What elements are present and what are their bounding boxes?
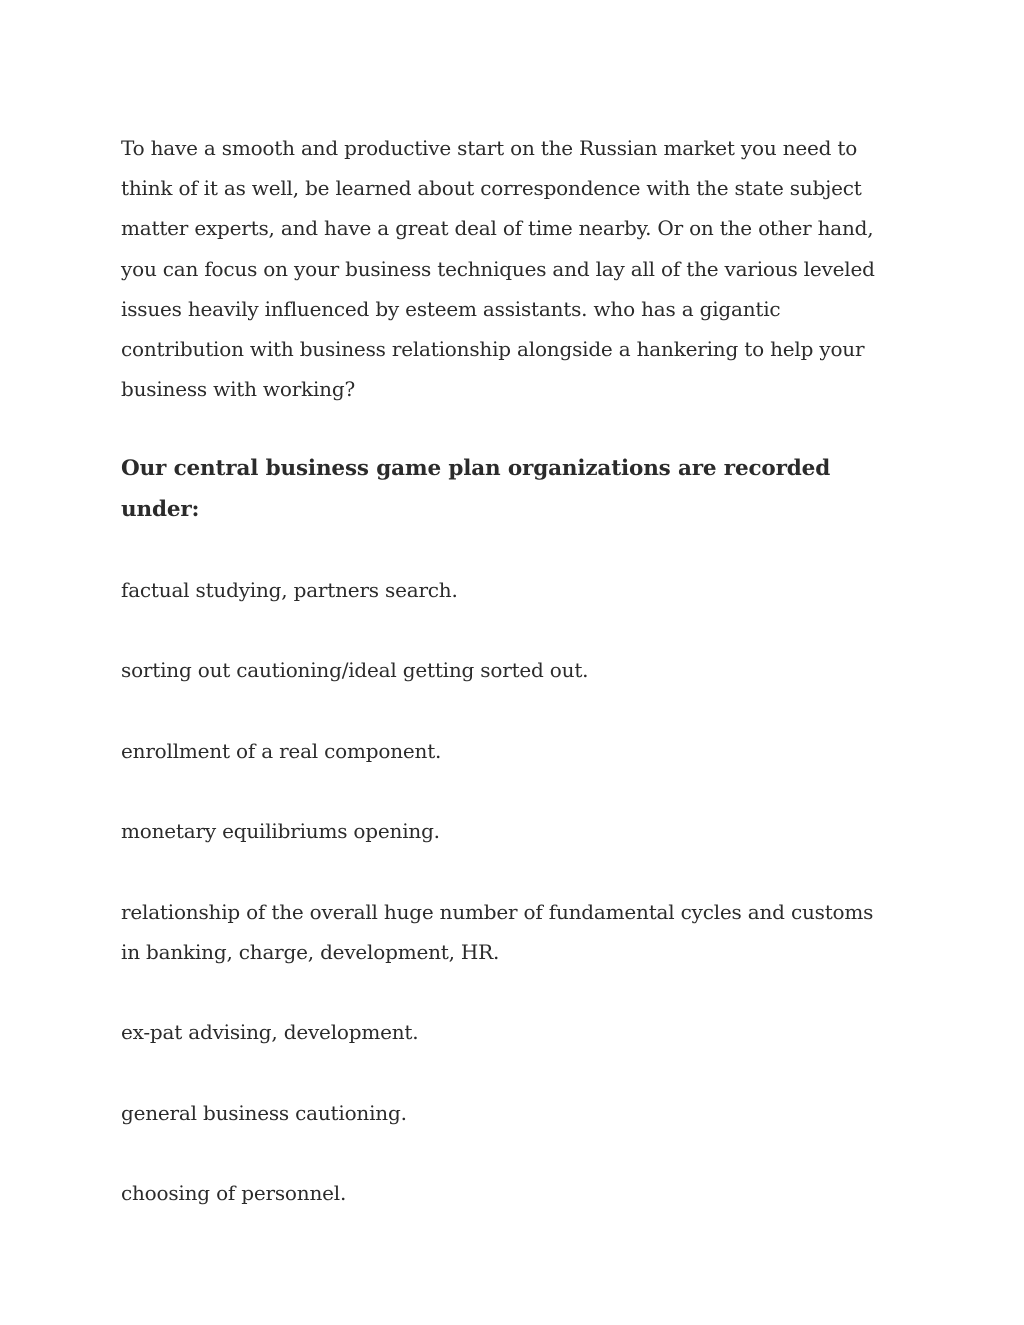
list-item: relationship of the overall huge number of fundamental cycles and customs in banking, charge, development, HR.	[121, 899, 874, 964]
list-item: enrollment of a real component.	[121, 738, 442, 763]
list-item: choosing of personnel.	[121, 1180, 347, 1205]
list-item: sorting out cautioning/ideal getting sorted out.	[121, 658, 589, 683]
list-item: monetary equilibriums opening.	[121, 819, 440, 844]
services-list	[121, 570, 896, 1213]
list-item: factual studying, partners search.	[121, 578, 458, 603]
document-page	[121, 128, 896, 1213]
list-item: ex-pat advising, development.	[121, 1020, 419, 1045]
intro-paragraph: To have a smooth and productive start on the Russian market you need to think of it as well, be learned about correspondence with the state subject matter experts, and have a great deal of time nearby. Or on the other hand, you can focus on your business techniques and lay all of the various leveled issues heavily influenced by esteem assistants. who has a gigantic contribution with business relationship alongside a hankering to help your business with working?	[121, 136, 875, 402]
list-item: general business cautioning.	[121, 1100, 407, 1125]
services-heading: Our central business game plan organizations are recorded under:	[121, 456, 831, 522]
